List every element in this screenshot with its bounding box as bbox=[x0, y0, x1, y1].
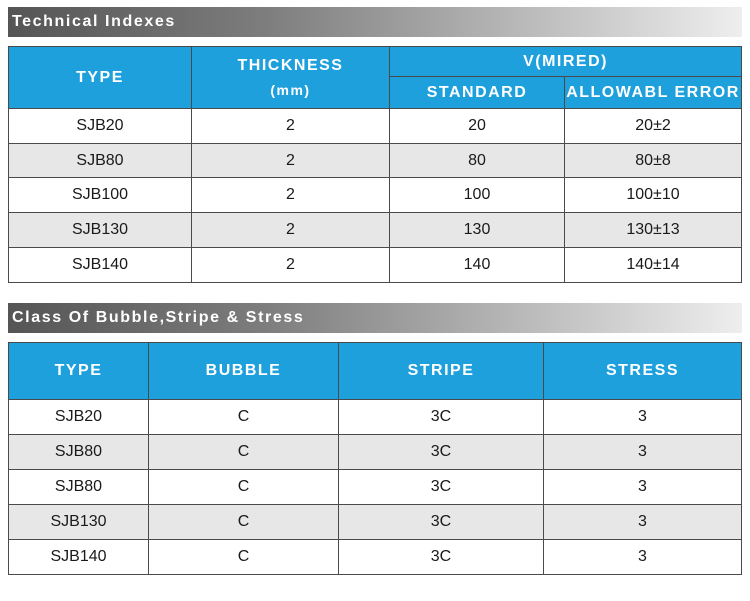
table-row bbox=[9, 178, 742, 213]
cell-stress: 3 bbox=[544, 540, 742, 575]
header-stress: STRESS bbox=[544, 343, 742, 400]
cell-thickness: 2 bbox=[192, 213, 390, 248]
table-row bbox=[9, 435, 742, 470]
cell-bubble: C bbox=[149, 540, 339, 575]
table-row bbox=[9, 213, 742, 248]
cell-type: SJB80 bbox=[9, 435, 149, 470]
cell-standard: 140 bbox=[390, 248, 565, 283]
cell-error: 140±14 bbox=[565, 248, 742, 283]
cell-type: SJB80 bbox=[9, 470, 149, 505]
header-thickness-label: THICKNESS bbox=[237, 56, 344, 74]
cell-stripe: 3C bbox=[339, 540, 544, 575]
header-v-mired: V(MIRED) bbox=[390, 47, 742, 77]
section-title: Class Of Bubble,Stripe & Stress bbox=[12, 309, 305, 326]
cell-error: 80±8 bbox=[565, 144, 742, 178]
cell-type: SJB130 bbox=[9, 213, 192, 248]
cell-type: SJB130 bbox=[9, 505, 149, 540]
cell-type: SJB20 bbox=[9, 109, 192, 144]
section-title: Technical Indexes bbox=[12, 13, 176, 30]
cell-error: 130±13 bbox=[565, 213, 742, 248]
table-row bbox=[9, 540, 742, 575]
cell-error: 20±2 bbox=[565, 109, 742, 144]
table-row bbox=[9, 470, 742, 505]
cell-type: SJB20 bbox=[9, 400, 149, 435]
cell-bubble: C bbox=[149, 435, 339, 470]
cell-stress: 3 bbox=[544, 470, 742, 505]
cell-stripe: 3C bbox=[339, 470, 544, 505]
cell-type: SJB100 bbox=[9, 178, 192, 213]
cell-stripe: 3C bbox=[339, 435, 544, 470]
cell-thickness: 2 bbox=[192, 109, 390, 144]
cell-bubble: C bbox=[149, 400, 339, 435]
header-bubble: BUBBLE bbox=[149, 343, 339, 400]
header-allowable-error: ALLOWABL ERROR bbox=[565, 77, 742, 109]
technical-indexes-table bbox=[8, 46, 742, 283]
cell-bubble: C bbox=[149, 470, 339, 505]
table-row bbox=[9, 505, 742, 540]
cell-thickness: 2 bbox=[192, 144, 390, 178]
header-thickness bbox=[192, 47, 390, 109]
cell-standard: 100 bbox=[390, 178, 565, 213]
cell-stress: 3 bbox=[544, 435, 742, 470]
header-stripe: STRIPE bbox=[339, 343, 544, 400]
cell-stripe: 3C bbox=[339, 505, 544, 540]
cell-type: SJB140 bbox=[9, 540, 149, 575]
header-type: TYPE bbox=[9, 47, 192, 109]
class-table bbox=[8, 342, 742, 575]
section-title-bar-class bbox=[8, 303, 742, 333]
cell-stress: 3 bbox=[544, 400, 742, 435]
cell-stripe: 3C bbox=[339, 400, 544, 435]
section-title-bar-technical bbox=[8, 7, 742, 37]
cell-type: SJB140 bbox=[9, 248, 192, 283]
header-thickness-unit: (mm) bbox=[270, 81, 311, 98]
cell-stress: 3 bbox=[544, 505, 742, 540]
cell-error: 100±10 bbox=[565, 178, 742, 213]
cell-thickness: 2 bbox=[192, 178, 390, 213]
header-standard: STANDARD bbox=[390, 77, 565, 109]
cell-standard: 130 bbox=[390, 213, 565, 248]
cell-standard: 20 bbox=[390, 109, 565, 144]
table-row bbox=[9, 400, 742, 435]
table-row bbox=[9, 248, 742, 283]
cell-thickness: 2 bbox=[192, 248, 390, 283]
table-row bbox=[9, 144, 742, 178]
cell-bubble: C bbox=[149, 505, 339, 540]
cell-standard: 80 bbox=[390, 144, 565, 178]
table-row bbox=[9, 109, 742, 144]
cell-type: SJB80 bbox=[9, 144, 192, 178]
header-type: TYPE bbox=[9, 343, 149, 400]
